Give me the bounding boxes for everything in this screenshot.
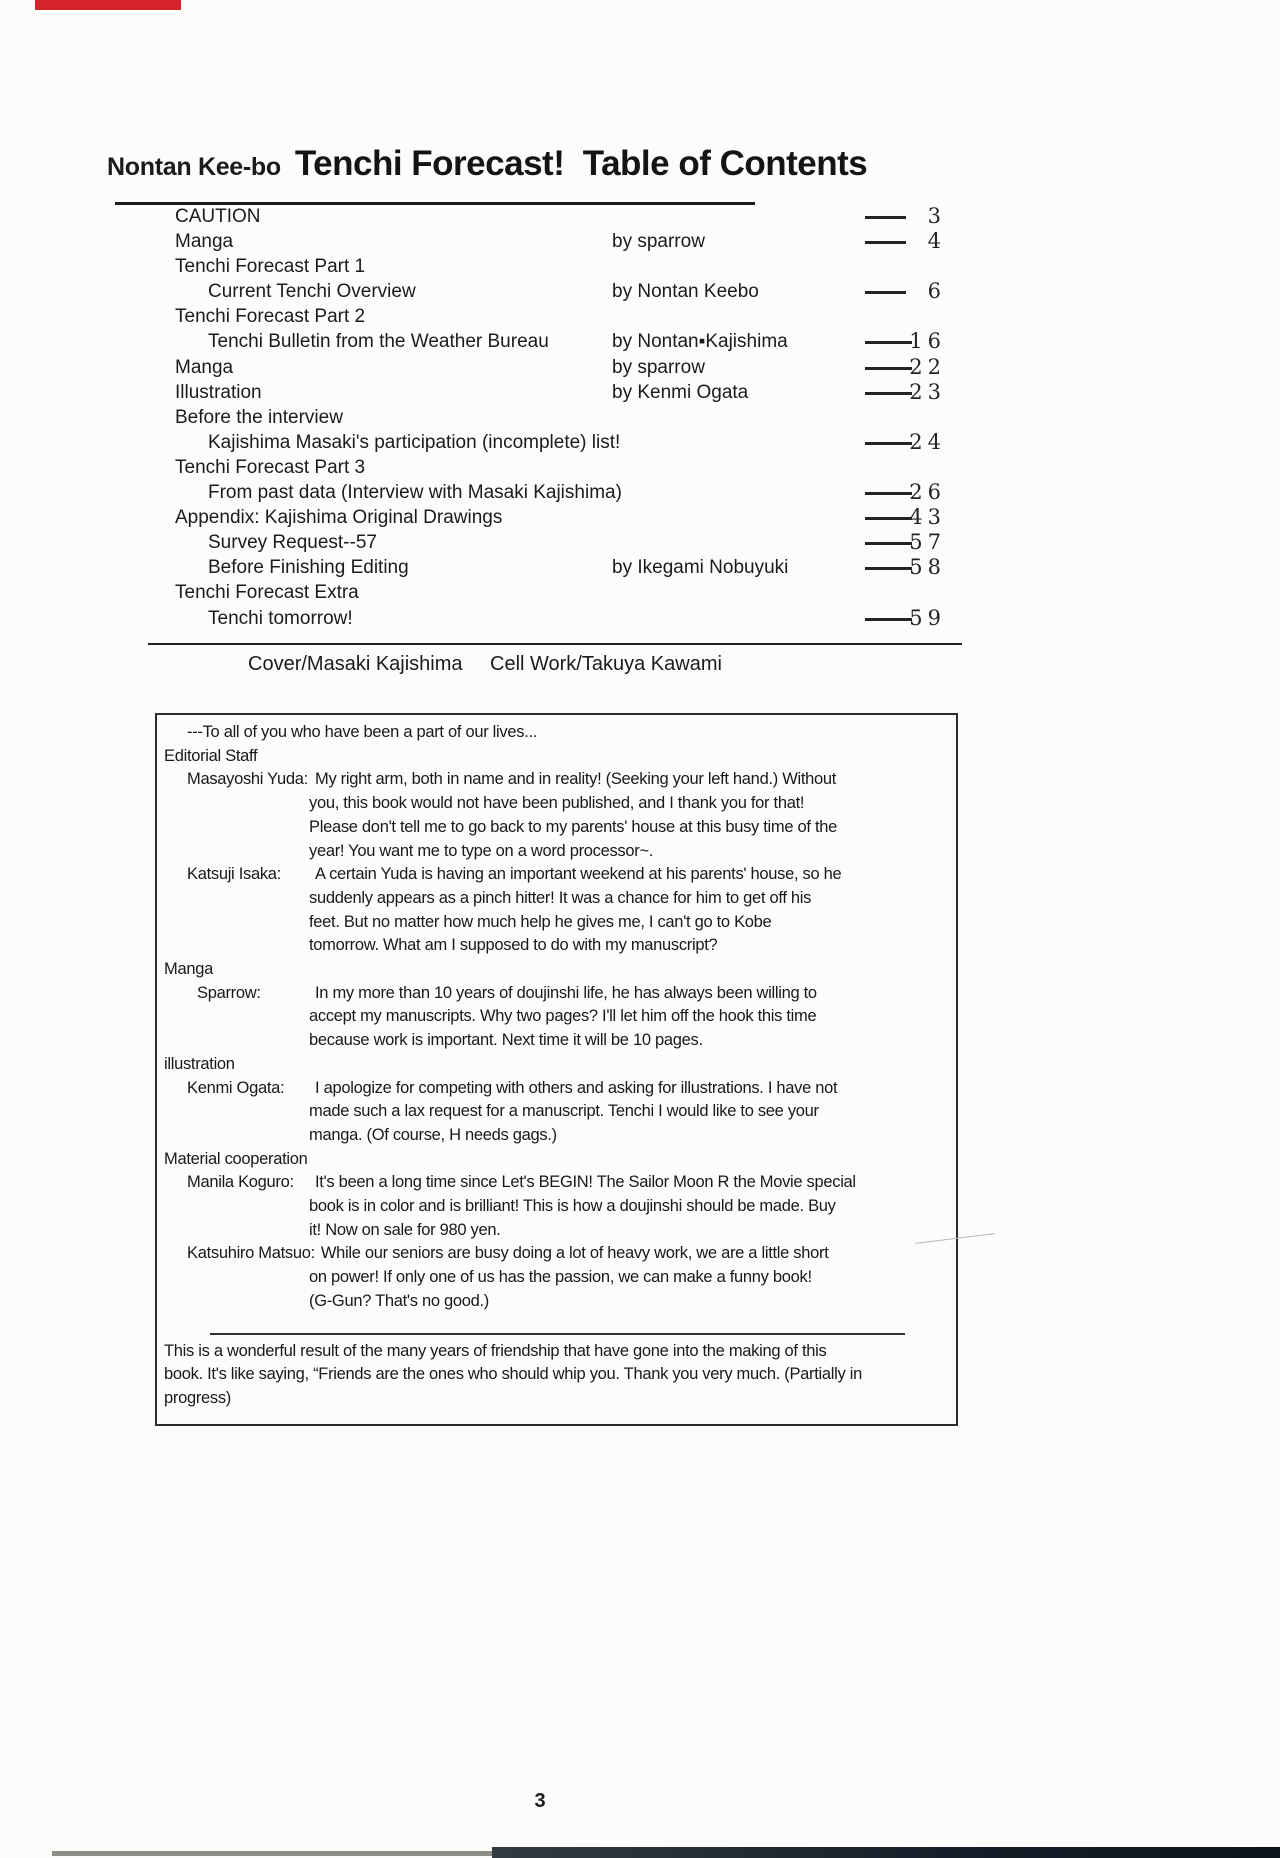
entry-text: My right arm, both in name and in reality! (Seeking your left hand.) Without — [315, 770, 837, 789]
box-line: feet. But no matter how much help he gives me, I can't go to Kobe — [309, 912, 772, 931]
box-line — [157, 1171, 956, 1195]
toc-entry-label: Tenchi Forecast Part 3 — [175, 456, 366, 478]
box-line — [157, 1077, 956, 1101]
cell-work-credit: Cell Work/Takuya Kawami — [490, 653, 722, 675]
toc-row — [0, 405, 1280, 430]
toc-entry-label: Current Tenchi Overview — [208, 281, 416, 303]
entry-label: Katsuji Isaka: — [187, 865, 281, 884]
toc-entry-label: Tenchi tomorrow! — [208, 607, 353, 629]
toc-row — [0, 254, 1280, 279]
toc-entry-label: From past data (Interview with Masaki Kajishima) — [208, 482, 622, 504]
entry-text: In my more than 10 years of doujinshi life, he has always been willing to — [315, 983, 817, 1002]
toc-entry-label: Kajishima Masaki's participation (incomplete) list! — [208, 431, 621, 453]
box-line: tomorrow. What am I supposed to do with my manuscript? — [309, 936, 718, 955]
box-line: it! Now on sale for 980 yen. — [309, 1220, 501, 1239]
top-accent-red-bar — [35, 0, 181, 10]
toc-page-number: 43 — [909, 505, 946, 530]
box-line: you, this book would not have been published, and I thank you for that! — [309, 794, 805, 813]
box-line: (G-Gun? That's no good.) — [309, 1291, 489, 1310]
closing-paragraph-line: progress) — [164, 1388, 231, 1407]
entry-label: Kenmi Ogata: — [187, 1078, 285, 1097]
footer-page-number: 3 — [534, 1790, 546, 1812]
toc-row — [0, 204, 1280, 229]
entry-text: It's been a long time since Let's BEGIN! The Sailor Moon R the Movie special — [315, 1173, 856, 1192]
toc-row — [0, 530, 1280, 555]
toc-row — [0, 505, 1280, 530]
toc-entry-label: Appendix: Kajishima Original Drawings — [175, 507, 503, 529]
toc-row — [0, 580, 1280, 605]
toc-row — [0, 355, 1280, 380]
entry-text: A certain Yuda is having an important weekend at his parents' house, so he — [315, 865, 842, 884]
table-of-contents — [0, 204, 1280, 631]
toc-entry-label: Tenchi Forecast Extra — [175, 582, 359, 604]
toc-entry-author: by Kenmi Ogata — [612, 381, 749, 403]
entry-label: Manila Koguro: — [187, 1173, 294, 1192]
editorial-notes-content — [157, 715, 956, 1411]
box-line: manga. (Of course, H needs gags.) — [309, 1125, 557, 1144]
cover-credit: Cover/Masaki Kajishima — [248, 653, 463, 675]
toc-row — [0, 229, 1280, 254]
toc-entry-label: Manga — [175, 356, 234, 378]
box-line: Manga — [164, 960, 213, 979]
toc-entry-label: Illustration — [175, 381, 262, 403]
box-line — [157, 1242, 956, 1266]
toc-entry-label: CAUTION — [175, 206, 261, 227]
box-line: book is in color and is brilliant! This is how a doujinshi should be made. Buy — [309, 1197, 836, 1216]
box-line: made such a lax request for a manuscript. Tenchi I would like to see your — [309, 1102, 819, 1121]
toc-page-number: 58 — [909, 555, 946, 580]
toc-entry-label: Tenchi Forecast Part 2 — [175, 306, 366, 328]
closing-paragraph-line: This is a wonderful result of the many years of friendship that have gone into the making of this — [164, 1341, 827, 1360]
toc-row — [0, 430, 1280, 455]
box-line: ---To all of you who have been a part of our lives... — [187, 723, 538, 741]
toc-entry-author: by Nontan▪Kajishima — [612, 331, 788, 353]
toc-row — [0, 279, 1280, 304]
box-line: because work is important. Next time it will be 10 pages. — [309, 1031, 703, 1050]
box-line: year! You want me to type on a word processor~. — [309, 841, 654, 860]
toc-entry-author: by Ikegami Nobuyuki — [612, 557, 789, 579]
toc-page-number: 23 — [909, 379, 946, 404]
box-line: Editorial Staff — [164, 746, 258, 765]
entry-label: Masayoshi Yuda: — [187, 770, 308, 789]
box-line: Material cooperation — [164, 1149, 308, 1168]
box-line — [157, 863, 956, 887]
box-line — [157, 768, 956, 792]
bottom-edge-dark-bar — [492, 1847, 1280, 1858]
toc-entry-label: Manga — [175, 231, 234, 253]
entry-text: While our seniors are busy doing a lot of heavy work, we are a little short — [320, 1244, 829, 1263]
entry-label: Katsuhiro Matsuo: — [187, 1244, 315, 1263]
toc-entry-author: by sparrow — [612, 356, 705, 378]
entry-label: Sparrow: — [197, 983, 261, 1002]
toc-row — [0, 380, 1280, 405]
toc-entry-label: Tenchi Bulletin from the Weather Bureau — [208, 331, 549, 353]
toc-entry-label: Before the interview — [175, 406, 343, 428]
toc-entry-label: Before Finishing Editing — [208, 557, 409, 579]
closing-separator-rule — [210, 1333, 905, 1335]
toc-row — [0, 555, 1280, 580]
toc-entry-author: by Nontan Keebo — [612, 281, 759, 303]
box-line: illustration — [164, 1054, 235, 1073]
page-title: Tenchi Forecast! Table of Contents — [294, 144, 868, 183]
toc-row — [0, 606, 1280, 631]
toc-page-number: 3 — [927, 204, 946, 228]
toc-entry-label: Tenchi Forecast Part 1 — [175, 256, 366, 278]
box-line: on power! If only one of us has the passion, we can make a funny book! — [309, 1268, 812, 1287]
page-header — [107, 144, 867, 184]
entry-text: I apologize for competing with others and asking for illustrations. I have not — [315, 1078, 838, 1097]
author-name: Nontan Kee-bo — [107, 153, 281, 181]
closing-paragraph-line: book. It's like saying, “Friends are the ones who should whip you. Thank you very much. (Partially in — [164, 1365, 862, 1384]
toc-page-number: 57 — [909, 530, 946, 555]
toc-page-number: 4 — [927, 229, 946, 254]
toc-row — [0, 304, 1280, 329]
credits-divider-rule — [148, 643, 962, 645]
toc-page-number: 59 — [909, 605, 946, 630]
toc-row — [0, 480, 1280, 505]
box-line — [157, 982, 956, 1006]
toc-row — [0, 329, 1280, 354]
toc-page-number: 6 — [927, 279, 946, 304]
toc-page-number: 16 — [909, 329, 946, 354]
toc-page-number: 24 — [909, 429, 946, 454]
box-line: accept my manuscripts. Why two pages? I'll let him off the hook this time — [309, 1007, 817, 1026]
box-line: Please don't tell me to go back to my parents' house at this busy time of the — [309, 817, 837, 836]
toc-page-number: 22 — [909, 354, 946, 379]
toc-entry-label: Survey Request--57 — [208, 532, 377, 554]
toc-row — [0, 455, 1280, 480]
toc-page-number: 26 — [909, 480, 946, 505]
bottom-edge-gray-bar — [52, 1851, 492, 1856]
box-line: suddenly appears as a pinch hitter! It was a chance for him to get off his — [309, 888, 812, 907]
toc-entry-author: by sparrow — [612, 231, 705, 253]
